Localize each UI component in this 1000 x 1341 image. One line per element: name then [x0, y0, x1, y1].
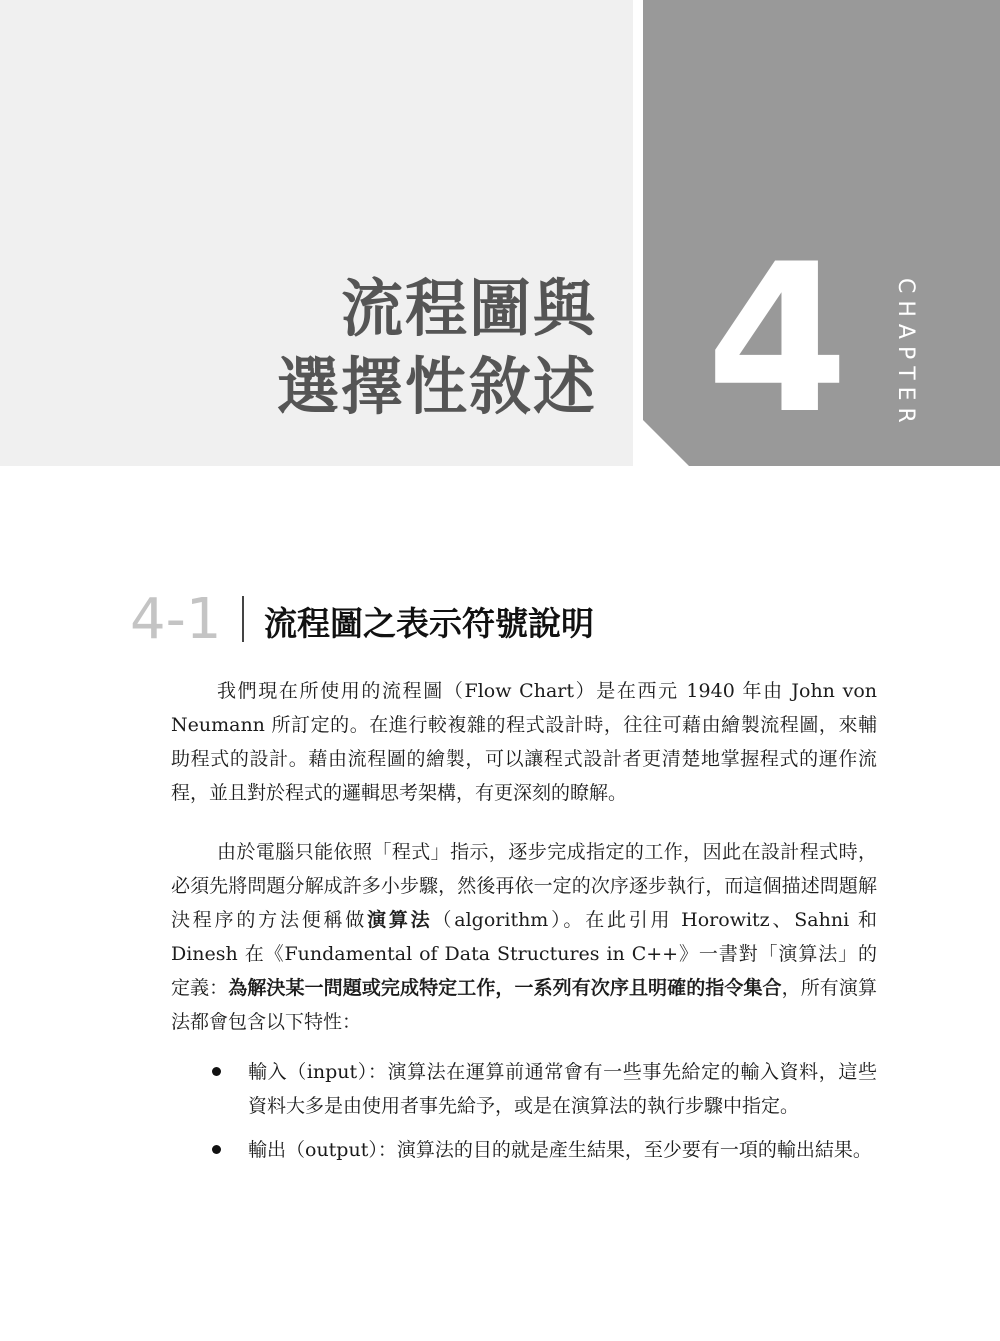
- section-number: 4-1: [130, 587, 222, 652]
- paragraph-2: [171, 835, 877, 1039]
- chapter-title: [277, 270, 597, 426]
- property-list: [206, 1055, 877, 1167]
- list-item-text: 輸入（input）：演算法在運算前通常會有一些事先給定的輸入資料，這些資料大多是由使用者事先給予，或是在演算法的執行步驟中指定。: [248, 1061, 877, 1117]
- paragraph-2-part-3: ，所有演算法都會包含以下特性：: [171, 977, 877, 1033]
- bullet-dot-icon: [212, 1145, 221, 1154]
- list-item: [206, 1133, 877, 1167]
- algorithm-definition: 為解決某一問題或完成特定工作，一系列有次序且明確的指令集合: [228, 977, 782, 999]
- paragraph-1: 我們現在所使用的流程圖（Flow Chart）是在西元 1940 年由 John von Neumann 所訂定的。在進行較複雜的程式設計時，往往可藉由繪製流程圖，來輔助程式的設計。藉由流程圖的繪製，可以讓程式設計者更清楚地掌握程式的運作流程，並且對於程式的邏輯思考架構，有更深刻的瞭解。: [171, 680, 877, 804]
- chapter-title-line-1: 流程圖與: [340, 272, 597, 345]
- list-item-text: 輸出（output）：演算法的目的就是產生結果，至少要有一項的輸出結果。: [248, 1139, 872, 1161]
- paragraph-2-part-2: （algorithm）。在此引用 Horowitz、Sahni 和 Dinesh 在《Fundamental of Data Structures in C++》一書對「演算法」的定義：: [171, 909, 877, 999]
- section-title: 流程圖之表示符號說明: [264, 604, 594, 643]
- chapter-number: 4: [706, 221, 849, 459]
- bullet-dot-icon: [212, 1067, 221, 1076]
- term-algorithm: 演算法: [367, 909, 433, 931]
- list-item: [206, 1055, 877, 1123]
- chapter-label: CHAPTER: [893, 278, 918, 430]
- paragraph-2-part-1: 由於電腦只能依照「程式」指示，逐步完成指定的工作，因此在設計程式時，必須先將問題分解成許多小步驟，然後再依一定的次序逐步執行，而這個描述問題解決程序的方法便稱做: [171, 841, 877, 931]
- section-divider: [242, 596, 244, 642]
- chapter-title-line-2: 選擇性敘述: [276, 350, 597, 423]
